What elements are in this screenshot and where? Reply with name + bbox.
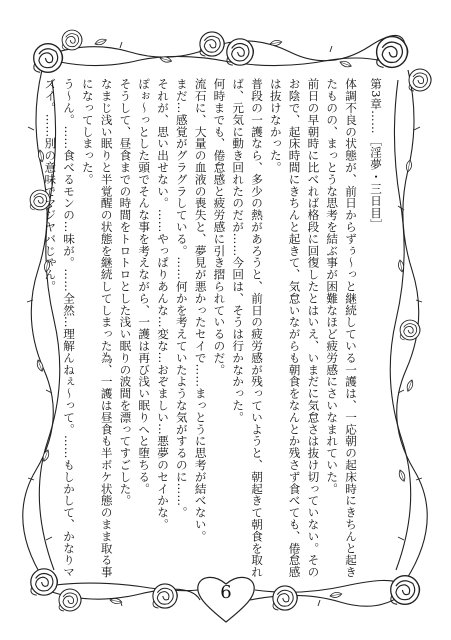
chapter-dots: …… (369, 110, 383, 135)
paragraph: 前日の早朝時に比べれば格段に回復したとはいえ、いまだに気怠さは抜け切っていない。そのお陰で、起床時間にきちんと起きて、気怠いながらも朝食をなんとか残さず食べても、倦怠感は抜けなかった。 (268, 78, 321, 578)
paragraph: なまじ浅い眠りと半覚醒の状態を継続してしまった為、一護は昼食も半ボケ状態のまま取る事になってしまった。 (80, 78, 114, 578)
paragraph: う～ん。……食べるモンの…味が。……全然…理解んねぇ～って。……もしかして、かなりマズイ。……別の意味でマジヤバじゃん。 (43, 78, 77, 578)
body-text (43, 78, 360, 578)
paragraph: 何時までも、倦怠感と疲労感に引き摺られているのだ。 (212, 78, 227, 376)
paragraph: それが、思い出せない。……やっぱりあんな…変な…おぞましい…悪夢のセイかな。 (156, 78, 171, 531)
page-number: 6 (220, 582, 232, 603)
chapter-subtitle: ［淫夢・三日目］ (369, 134, 383, 232)
chapter-heading (368, 78, 384, 231)
paragraph: そうして、昼食までの時間をトロトロとした浅い眠りの波間を漂ってすごした。 (118, 78, 133, 507)
paragraph: 普段の一護なら、多少の熱があろうと、前日の疲労感が残っていようと、朝起きて朝食を取れば、元気に動き回れたのだが……今回は、そうは行かなかった。 (231, 78, 265, 578)
paragraph: ぽぉ～っとした頭でそんな事を考えながら、一護は再び浅い眠りへと堕ちる。 (137, 78, 152, 495)
paragraph: 流石に、大量の血液の喪失と、夢見が悪かったセイで……まっとうに思考が結べない。 (193, 78, 208, 543)
chapter-label: 第3章 (369, 78, 383, 111)
paragraph: 体調不良の状態が、前日からずぅ～っと継続している一護は、一応朝の起床時にきちんと起きたものの、まっとうな思考を結ぶ事が困難なほど疲労感にさいなまれていた。 (325, 78, 358, 578)
paragraph: まだ…感覚がグラグラしている。……何かを考えていたような気がするのに……。 (174, 78, 189, 519)
